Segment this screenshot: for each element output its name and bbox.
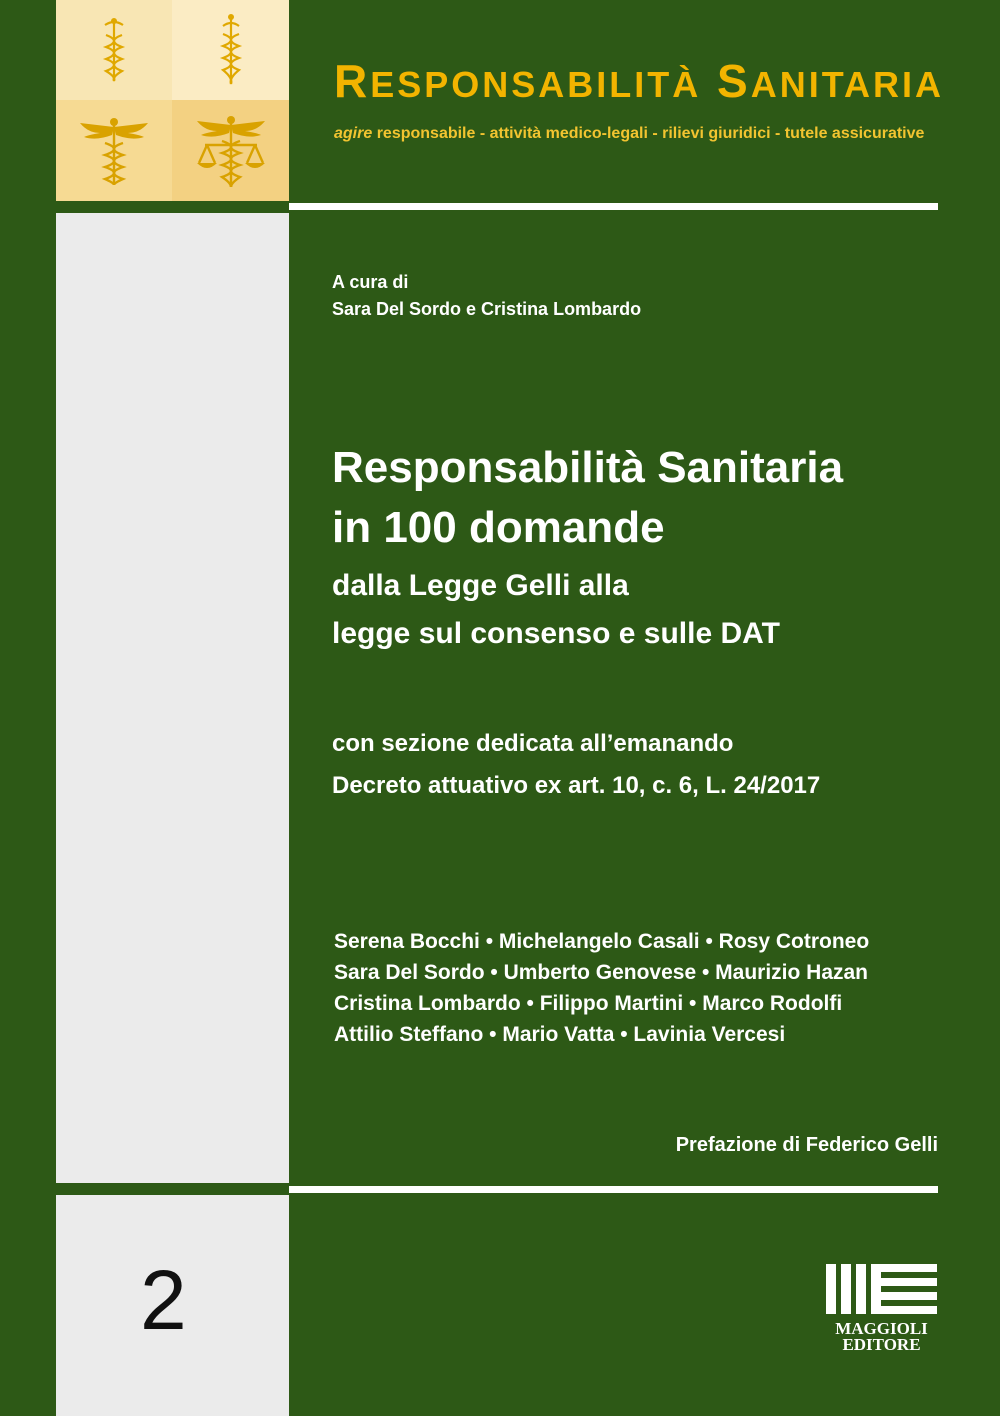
emblem-tiles xyxy=(56,0,289,201)
top-divider xyxy=(289,203,938,210)
series-title-initial-2: S xyxy=(717,55,751,107)
volume-number: 2 xyxy=(140,1253,187,1347)
series-title xyxy=(334,54,944,108)
maggioli-logo-icon xyxy=(824,1262,939,1316)
authors-list xyxy=(334,926,869,1050)
caduceus-icon xyxy=(94,15,134,85)
preface-credit: Prefazione di Federico Gelli xyxy=(675,1134,938,1156)
bottom-divider xyxy=(289,1186,938,1193)
authors-line-4: Attilio Steffano • Mario Vatta • Lavinia Vercesi xyxy=(334,1023,786,1046)
scales-caduceus-icon xyxy=(189,111,273,191)
authors-line-1: Serena Bocchi • Michelangelo Casali • Rosy Cotroneo xyxy=(334,930,870,953)
book-title-line-2: in 100 domande xyxy=(332,503,665,552)
authors-line-3: Cristina Lombardo • Filippo Martini • Marco Rodolfi xyxy=(334,992,843,1015)
book-title xyxy=(332,438,843,558)
publisher-name-line-1: MAGGIOLI xyxy=(835,1319,928,1338)
tile-winged-caduceus xyxy=(56,100,172,201)
series-title-word-1 xyxy=(334,55,701,107)
authors-line-2: Sara Del Sordo • Umberto Genovese • Maurizio Hazan xyxy=(334,961,869,984)
series-title-rest-2: ANITARIA xyxy=(750,64,945,105)
grey-side-panel xyxy=(56,213,289,1183)
section-note-line-1: con sezione dedicata all’emanando xyxy=(332,730,734,757)
publisher-name-line-2: EDITORE xyxy=(842,1335,921,1354)
series-title-rest-1: ESPONSABILITÀ xyxy=(370,64,702,105)
caduceus-icon xyxy=(211,12,251,88)
winged-caduceus-icon xyxy=(74,113,154,189)
tile-caduceus-1 xyxy=(56,0,172,100)
series-subtitle-rest: responsabile - attività medico-legali - rilievi giuridici - tutele assicurative xyxy=(372,125,925,142)
left-margin xyxy=(0,0,56,1416)
book-subtitle-line-2: legge sul consenso e sulle DAT xyxy=(332,617,780,650)
section-note-line-2: Decreto attuativo ex art. 10, c. 6, L. 24/2017 xyxy=(332,772,821,799)
publisher-logo xyxy=(824,1262,939,1353)
series-subtitle xyxy=(334,125,924,143)
series-title-initial-1: R xyxy=(334,55,371,107)
tile-scales-caduceus xyxy=(172,100,289,201)
series-subtitle-lead: agire xyxy=(334,125,373,142)
section-note xyxy=(332,723,820,807)
series-title-word-2 xyxy=(717,55,944,107)
tile-caduceus-2 xyxy=(172,0,289,100)
curators-names: Sara Del Sordo e Cristina Lombardo xyxy=(332,299,642,319)
book-subtitle xyxy=(332,562,780,658)
book-subtitle-line-1: dalla Legge Gelli alla xyxy=(332,569,629,602)
book-title-line-1: Responsabilità Sanitaria xyxy=(332,443,844,492)
curators-label: A cura di xyxy=(332,272,409,292)
